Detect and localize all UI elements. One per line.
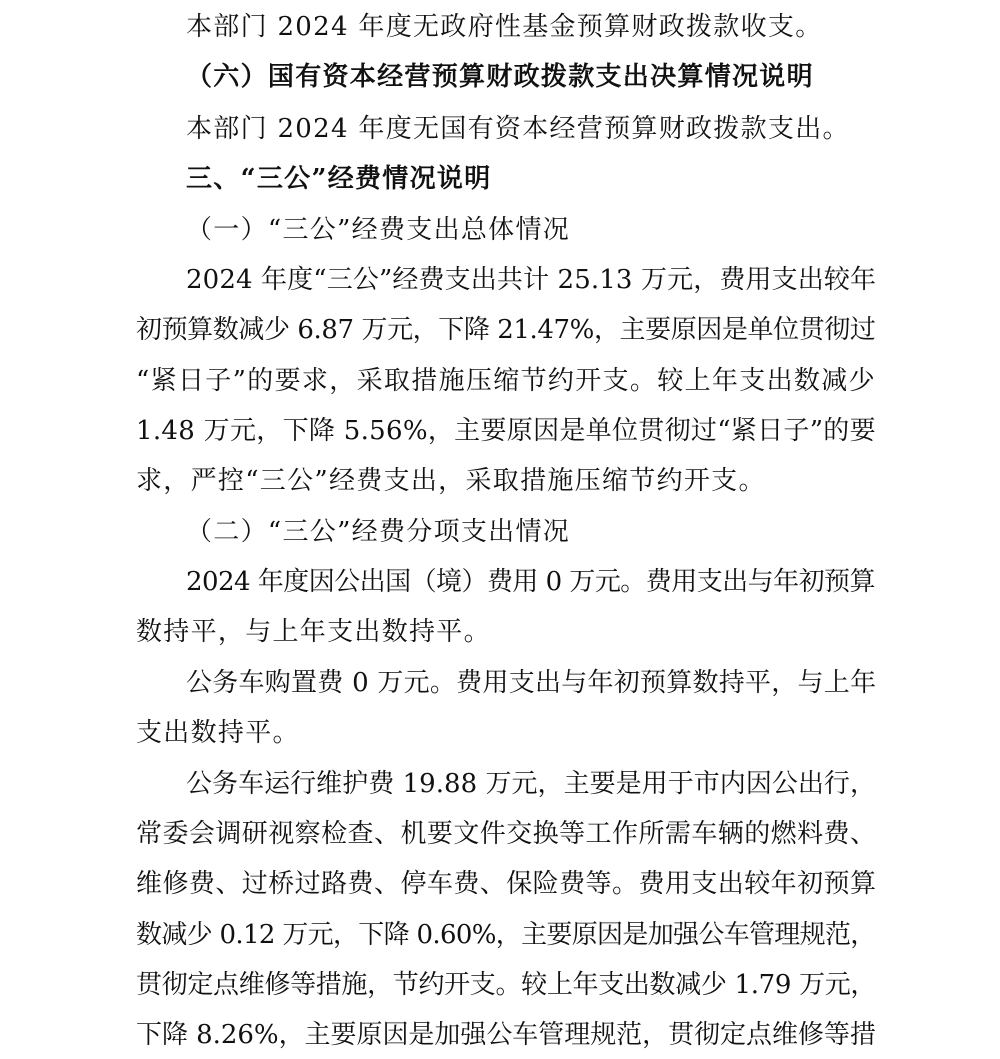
paragraph-line: “紧日子”的要求，采取措施压缩节约开支。较上年支出数减少 bbox=[136, 366, 876, 396]
paragraph-line: 常委会调研视察检查、机要文件交换等工作所需车辆的燃料费、 bbox=[136, 819, 877, 849]
paragraph-line: 1.48 万元，下降 5.56%，主要原因是单位贯彻过“紧日子”的要 bbox=[136, 416, 876, 446]
paragraph-line: 数持平，与上年支出数持平。 bbox=[136, 617, 491, 647]
section-heading: （六）国有资本经营预算财政拨款支出决算情况说明 bbox=[186, 62, 814, 92]
paragraph-line: 数减少 0.12 万元，下降 0.60%，主要原因是加强公车管理规范， bbox=[136, 920, 876, 950]
paragraph-line: 公务车运行维护费 19.88 万元，主要是用于市内因公出行， bbox=[186, 769, 876, 799]
paragraph-line: 求，严控“三公”经费支出，采取措施压缩节约开支。 bbox=[136, 466, 766, 496]
paragraph-line: 支出数持平。 bbox=[136, 718, 300, 748]
paragraph-line: 初预算数减少 6.87 万元，下降 21.47%，主要原因是单位贯彻过 bbox=[136, 315, 876, 345]
paragraph-line: 本部门 2024 年度无国有资本经营预算财政拨款支出。 bbox=[186, 114, 850, 144]
paragraph-line: 下降 8.26%，主要原因是加强公车管理规范，贯彻定点维修等措 bbox=[136, 1020, 876, 1050]
subsection-heading: （二）“三公”经费分项支出情况 bbox=[186, 517, 571, 547]
paragraph-line: 2024 年度因公出国（境）费用 0 万元。费用支出与年初预算 bbox=[186, 567, 875, 597]
paragraph-line: 公务车购置费 0 万元。费用支出与年初预算数持平，与上年 bbox=[186, 668, 877, 698]
paragraph-line: 2024 年度“三公”经费支出共计 25.13 万元，费用支出较年 bbox=[186, 265, 877, 295]
subsection-heading: （一）“三公”经费支出总体情况 bbox=[186, 215, 571, 245]
paragraph-line: 本部门 2024 年度无政府性基金预算财政拨款收支。 bbox=[186, 12, 823, 42]
paragraph-line: 维修费、过桥过路费、停车费、保险费等。费用支出较年初预算 bbox=[136, 869, 877, 899]
chapter-heading: 三、“三公”经费情况说明 bbox=[186, 164, 492, 194]
paragraph-line: 贯彻定点维修等措施，节约开支。较上年支出数减少 1.79 万元， bbox=[136, 970, 877, 1000]
